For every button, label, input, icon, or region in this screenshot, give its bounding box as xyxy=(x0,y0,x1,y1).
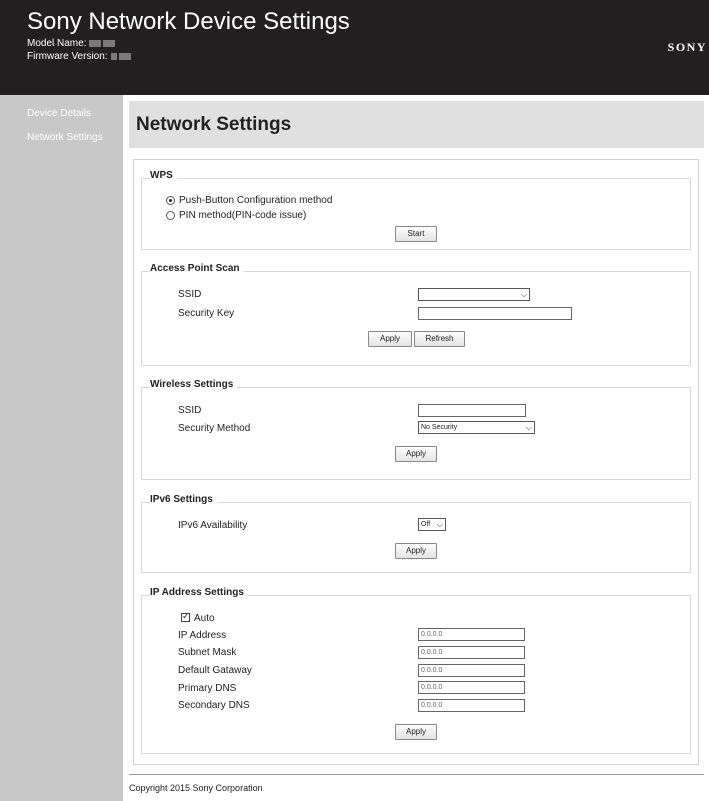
subnet-mask-input[interactable]: 0.0.0.0 xyxy=(418,646,525,659)
firmware-version-label: Firmware Version: xyxy=(27,51,108,62)
header xyxy=(0,0,709,95)
default-gateway-label: Default Gataway xyxy=(178,665,252,676)
wireless-method-label: Security Method xyxy=(178,423,251,434)
ap-ssid-label: SSID xyxy=(178,289,202,300)
sidebar-item-network-settings[interactable]: Network Settings xyxy=(27,132,103,143)
ap-ssid-select[interactable] xyxy=(418,288,530,301)
ap-scan-title: Access Point Scan xyxy=(150,263,243,274)
wireless-method-select[interactable] xyxy=(418,421,535,434)
ip-title: IP Address Settings xyxy=(150,587,248,598)
ipv6-title: IPv6 Settings xyxy=(150,494,217,505)
wps-pin-radio[interactable] xyxy=(166,211,175,220)
wireless-method-value: No Security xyxy=(421,424,458,431)
ip-auto-label: Auto xyxy=(194,613,215,624)
wps-start-button[interactable]: Start xyxy=(395,226,437,242)
wireless-ssid-label: SSID xyxy=(178,405,202,416)
subnet-mask-label: Subnet Mask xyxy=(178,647,237,658)
sony-logo: SONY xyxy=(667,40,707,54)
ipv6-availability-select[interactable] xyxy=(418,518,446,531)
ap-key-input[interactable] xyxy=(418,307,572,320)
ap-refresh-button[interactable]: Refresh xyxy=(414,331,465,347)
ap-apply-button[interactable]: Apply xyxy=(368,331,412,347)
chevron-down-icon: ⌵ xyxy=(520,290,527,299)
firmware-version xyxy=(27,51,131,63)
wps-push-radio[interactable] xyxy=(166,196,175,205)
chevron-down-icon: ⌵ xyxy=(525,423,532,432)
wps-push-label: Push-Button Configuration method xyxy=(179,195,333,206)
wireless-title: Wireless Settings xyxy=(150,379,237,390)
page-title: Network Settings xyxy=(136,114,292,135)
secondary-dns-label: Secondary DNS xyxy=(178,700,250,711)
model-name-label: Model Name: xyxy=(27,38,87,49)
ip-apply-button[interactable]: Apply xyxy=(395,724,437,740)
ipv6-apply-button[interactable]: Apply xyxy=(395,543,437,559)
ipv6-section xyxy=(141,494,691,573)
secondary-dns-input[interactable]: 0.0.0.0 xyxy=(418,699,525,712)
redacted-firmware xyxy=(111,53,117,60)
wps-pin-label: PIN method(PIN-code issue) xyxy=(179,210,307,221)
ip-auto-checkbox[interactable] xyxy=(181,613,190,622)
page-title-bar xyxy=(129,101,704,148)
ipv6-availability-value: Off xyxy=(421,521,431,528)
copyright: Copyright 2015 Sony Corporation xyxy=(129,783,263,793)
model-name xyxy=(27,38,115,50)
redacted-model-2 xyxy=(103,40,115,47)
redacted-firmware-2 xyxy=(119,53,131,60)
sidebar xyxy=(0,95,123,801)
sidebar-item-device-details[interactable]: Device Details xyxy=(27,108,91,119)
primary-dns-label: Primary DNS xyxy=(178,683,237,694)
checkmark-icon: ✓ xyxy=(182,611,190,621)
ip-address-input[interactable]: 0.0.0.0 xyxy=(418,628,525,641)
ipv6-availability-label: IPv6 Availability xyxy=(178,520,248,531)
ap-key-label: Security Key xyxy=(178,308,235,319)
redacted-model xyxy=(89,40,101,47)
footer-divider xyxy=(129,774,704,775)
ip-address-label: IP Address xyxy=(178,630,227,641)
app-title: Sony Network Device Settings xyxy=(27,8,350,35)
primary-dns-input[interactable]: 0.0.0.0 xyxy=(418,681,525,694)
default-gateway-input[interactable]: 0.0.0.0 xyxy=(418,664,525,677)
wps-title: WPS xyxy=(150,170,177,181)
wireless-ssid-input[interactable] xyxy=(418,404,526,417)
chevron-down-icon: ⌵ xyxy=(436,520,443,529)
wireless-apply-button[interactable]: Apply xyxy=(395,446,437,462)
